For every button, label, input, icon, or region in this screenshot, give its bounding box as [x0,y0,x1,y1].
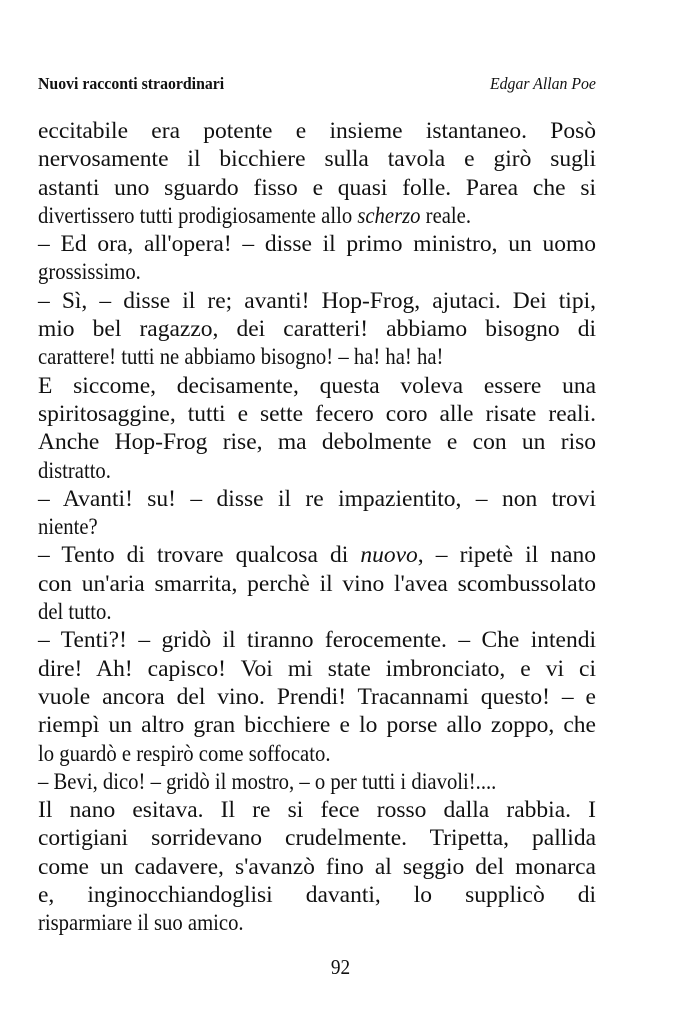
text-line [38,909,596,937]
text-line-content [38,853,596,881]
text-segment: mio bel ragazzo, dei caratteri! abbiamo bisogno di [38,316,596,343]
text-segment: – Ed ora, all'opera! – disse il primo ministro, un uomo [38,231,596,258]
text-line [38,315,596,343]
text-segment: divertissero tutti prodigiosamente allo [38,202,358,229]
text-line-content [38,400,596,428]
text-line-content [38,570,596,598]
text-segment: – Tenti?! – gridò il tiranno ferocemente. – Che intendi [38,627,596,654]
text-segment: astanti uno sguardo fisso e quasi folle. Parea che si [38,174,596,201]
text-line-content [38,683,596,711]
text-segment: carattere! tutti ne abbiamo bisogno! – ha! ha! ha! [38,344,444,371]
text-line [38,796,596,824]
text-segment: spiritosaggine, tutti e sette fecero coro alle risate reali. [38,400,596,427]
text-line-content [38,287,596,315]
text-segment: , – ripetè il nano [417,542,596,569]
text-line-content [38,202,471,230]
text-segment: niente? [38,514,98,541]
text-line [38,117,596,145]
text-line [38,824,596,852]
text-line [38,711,596,739]
text-line-content [38,457,111,485]
text-segment: nervosamente il bicchiere sulla tavola e girò sugli [38,146,596,173]
text-segment: cortigiani sorridevano crudelmente. Tripetta, pallida [38,825,596,852]
text-line-content [38,740,330,768]
text-segment: con un'aria smarrita, perchè il vino l'avea scombussolato [38,570,596,597]
text-line-content [38,372,596,400]
text-line [38,768,596,796]
text-line [38,400,596,428]
text-segment: del tutto. [38,599,112,626]
text-line [38,372,596,400]
text-line [38,457,596,485]
text-line-content [38,343,443,371]
text-line-content [38,796,596,824]
text-segment: – Bevi, dico! – gridò il mostro, – o per tutti i diavoli!.... [38,768,497,795]
text-line-content [38,258,141,286]
text-line-content [38,117,596,145]
text-segment: Il nano esitava. Il re si fece rosso dalla rabbia. I [38,797,596,824]
text-line [38,881,596,909]
text-line-content [38,513,98,541]
text-line-content [38,626,596,654]
text-line-content [38,485,596,513]
text-line-content [38,655,596,683]
text-line-content [38,768,496,796]
text-line [38,145,596,173]
text-line-content [38,824,596,852]
text-line-content [38,711,596,739]
text-line-content [38,541,596,569]
text-segment: risparmiare il suo amico. [38,910,244,937]
page-number: 92 [330,955,351,979]
text-line [38,541,596,569]
text-line-content [38,881,596,909]
text-line-content [38,598,112,626]
text-line [38,740,596,768]
text-line [38,258,596,286]
text-segment: eccitabile era potente e insieme istantaneo. Posò [38,118,596,144]
italic-word: nuovo [360,542,418,569]
text-line [38,513,596,541]
text-line [38,853,596,881]
text-segment: Anche Hop-Frog rise, ma debolmente e con un riso [38,429,596,456]
text-segment: e, inginocchiandoglisi davanti, lo supplicò di [38,882,596,909]
text-segment: – Sì, – disse il re; avanti! Hop-Frog, ajutaci. Dei tipi, [38,287,596,314]
text-line-content [38,909,244,937]
text-segment: lo guardò e respirò come soffocato. [38,740,331,767]
text-segment: E siccome, decisamente, questa voleva essere una [38,372,596,399]
text-line [38,626,596,654]
text-line [38,428,596,456]
text-line [38,598,596,626]
text-line [38,683,596,711]
text-segment: riempì un altro gran bicchiere e lo porse allo zoppo, che [38,712,596,739]
text-segment: – Avanti! su! – disse il re impazientito, – non trovi [38,485,596,512]
text-line [38,570,596,598]
text-line [38,174,596,202]
text-segment: reale. [420,202,472,229]
text-line [38,343,596,371]
text-line [38,287,596,315]
text-segment: vuole ancora del vino. Prendi! Tracannami questo! – e [38,683,596,710]
text-line [38,655,596,683]
text-line-content [38,174,596,202]
running-head [38,74,596,98]
text-line-content [38,428,596,456]
body-text [38,117,596,938]
italic-word: scherzo [357,202,421,229]
text-segment: distratto. [38,457,111,484]
text-line [38,202,596,230]
text-line [38,485,596,513]
text-segment: dire! Ah! capisco! Voi mi state imbronciato, e vi ci [38,655,596,682]
text-line-content [38,230,596,258]
book-title: Nuovi racconti straordinari [38,74,225,93]
text-line-content [38,145,596,173]
author-name: Edgar Allan Poe [490,74,596,93]
text-segment: grossissimo. [38,259,141,286]
text-line [38,230,596,258]
text-segment: – Tento di trovare qualcosa di [38,542,361,569]
text-segment: come un cadavere, s'avanzò fino al seggio del monarca [38,853,596,880]
text-line-content [38,315,596,343]
